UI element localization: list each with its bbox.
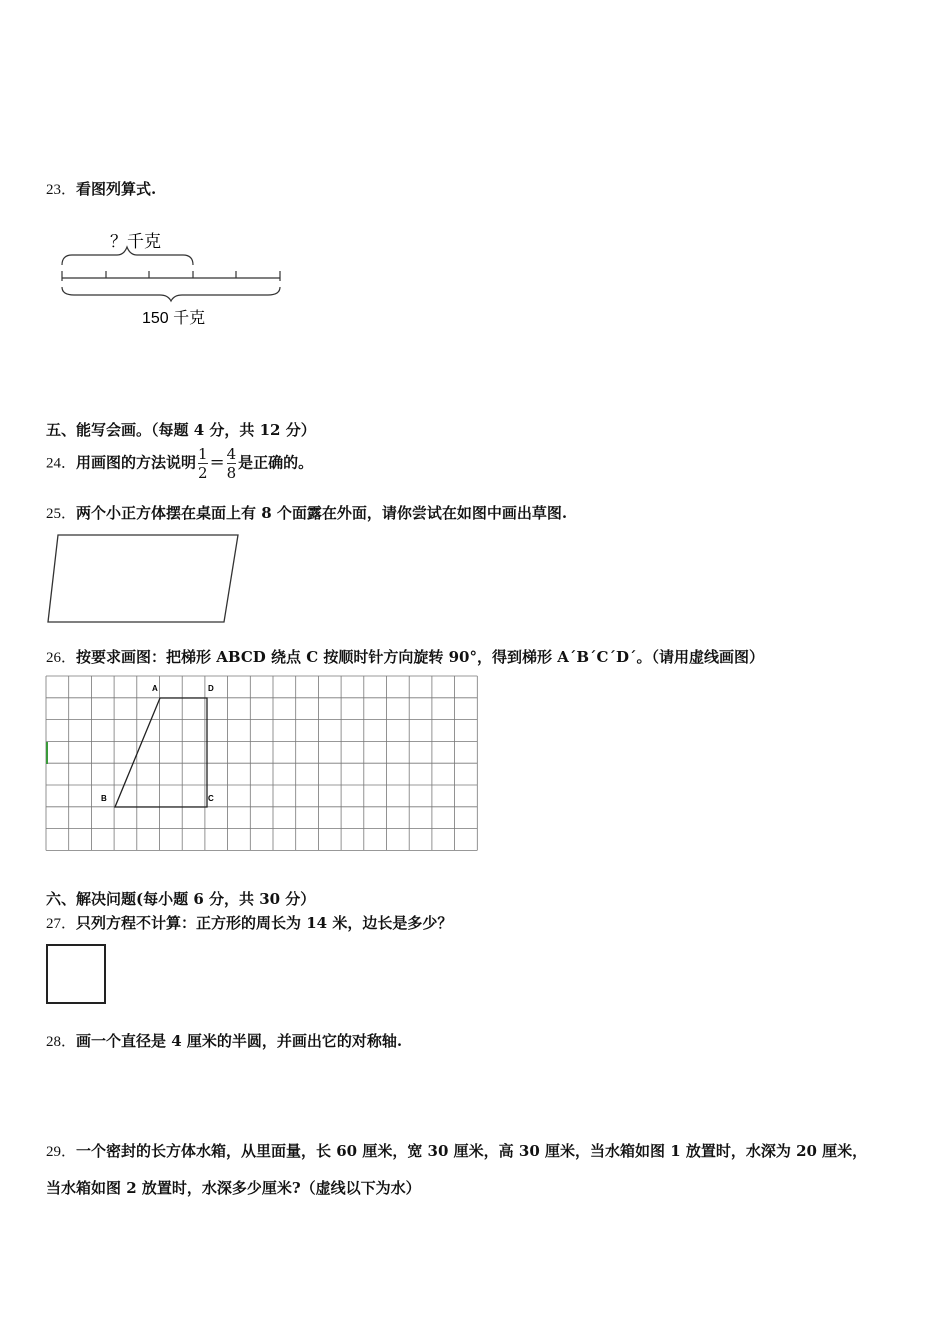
- diagram-top-label: ？千克: [110, 232, 161, 251]
- fraction-numerator: 1: [198, 445, 208, 463]
- label-c: C: [208, 794, 214, 803]
- question-number: 24．: [46, 455, 77, 472]
- question-23: [46, 178, 156, 199]
- question-number: 25．: [46, 506, 77, 522]
- bottom-brace: [62, 287, 280, 301]
- fraction-denominator: 8: [226, 464, 237, 482]
- label-a: A: [152, 684, 158, 693]
- question-text-before: 用画图的方法说明: [76, 453, 197, 472]
- label-d: D: [208, 684, 214, 693]
- fraction-four-eighths: [227, 446, 237, 481]
- question-text: 按要求画图：把梯形 ABCD 绕点 C 按顺时针方向旋转 90°，得到梯形 A´B´C´D´。（请用虚线画图）: [76, 648, 764, 666]
- question-number: 26．: [46, 650, 77, 666]
- question-text: 一个密封的长方体水箱，从里面量，长 60 厘米，宽 30 厘米，高 30 厘米，当水箱如图 1 放置时，水深为 20 厘米，: [76, 1142, 868, 1160]
- diagram-bottom-label: 150 千克: [142, 310, 206, 327]
- question-text: 两个小正方体摆在桌面上有 8 个面露在外面，请你尝试在如图中画出草图.: [76, 504, 568, 522]
- section-title-6: 六、解决问题(每小题 6 分，共 30 分）: [46, 890, 316, 908]
- parallelogram-figure: [44, 532, 244, 627]
- question-text: 只列方程不计算：正方形的周长为 14 米，边长是多少？: [76, 914, 453, 932]
- grid-lines: [46, 676, 477, 850]
- question-number: 28．: [46, 1034, 77, 1050]
- section-title-5: 五、能写会画。（每题 4 分，共 12 分）: [46, 421, 316, 439]
- question-text-after: 是正确的。: [238, 453, 314, 472]
- question-text: 画一个直径是 4 厘米的半圆，并画出它的对称轴.: [76, 1032, 403, 1050]
- trapezoid-grid: [44, 674, 484, 856]
- green-marker: [46, 742, 48, 764]
- equals-sign: ＝: [209, 453, 225, 472]
- label-b: B: [101, 794, 107, 803]
- square-figure: [46, 944, 106, 1004]
- fraction-denominator: 2: [198, 464, 208, 482]
- segment-ticks: [62, 271, 280, 281]
- question-28: [46, 1030, 402, 1051]
- question-25: [46, 502, 567, 523]
- question-27: [46, 912, 452, 933]
- question-29-line-1: [46, 1140, 867, 1161]
- fraction-one-half: [198, 446, 208, 481]
- question-24: [46, 446, 313, 481]
- question-number: 27．: [46, 916, 77, 932]
- question-text: 看图列算式.: [76, 180, 157, 198]
- question-number: 23．: [46, 182, 77, 198]
- question-26: [46, 646, 764, 667]
- segment-diagram: [50, 225, 300, 335]
- trapezoid-abcd: [115, 698, 207, 807]
- question-29-line-2: 当水箱如图 2 放置时，水深多少厘米?（虚线以下为水）: [46, 1179, 421, 1197]
- fraction-numerator: 4: [226, 445, 237, 463]
- question-number: 29．: [46, 1144, 77, 1160]
